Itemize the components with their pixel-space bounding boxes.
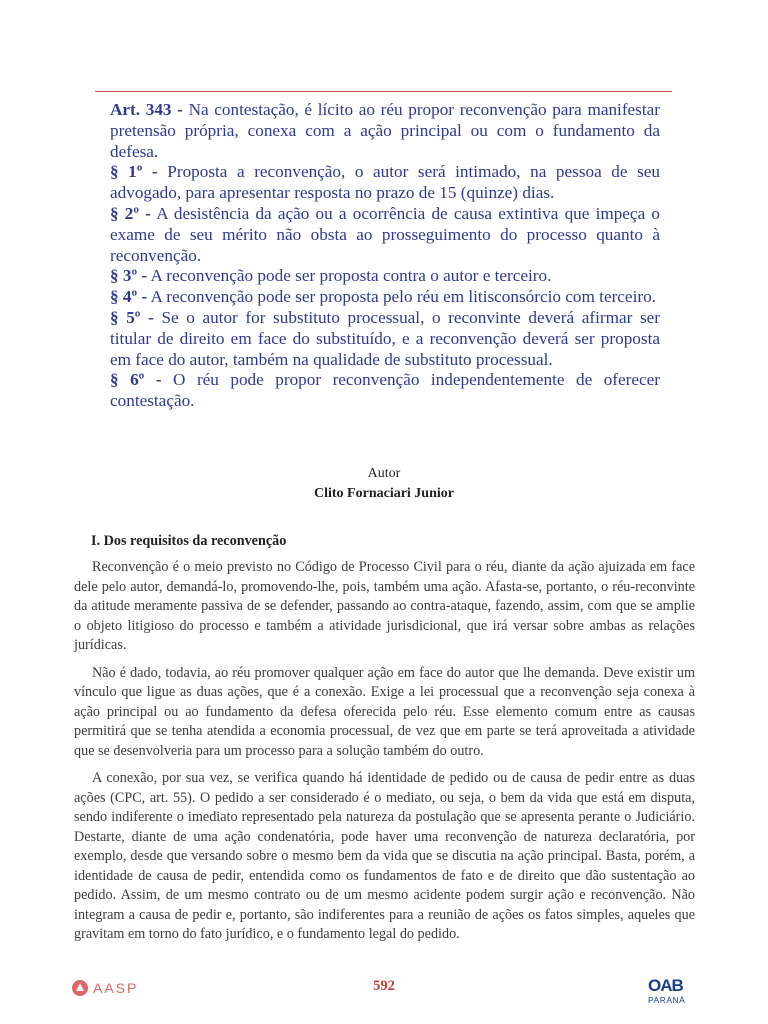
body-text [74,558,695,953]
paragraph-2 [110,204,660,266]
paragraph-5 [110,308,660,370]
aasp-logo-text: AASP [93,980,139,996]
page-footer [0,974,768,1014]
body-paragraph: Reconvenção é o meio previsto no Código de Processo Civil para o réu, diante da ação ajuizada em face dele pelo autor, demandá-lo, promovendo-lhe, pois, também uma ação. Afasta-se, portanto, o réu-reconvinte da atitude meramente passiva de se defender, passando ao contra-ataque, fazendo, assim, com que se amplie o objeto litigioso do processo e também a atividade jurisdicional, que irá versar sobre ambas as relações jurídicas. [74,559,695,653]
section-title: I. Dos requisitos da reconvenção [91,533,287,549]
paragraph-6 [110,370,660,412]
paragraph-text: Se o autor for substituto processual, o reconvinte deverá afirmar ser titular de direito em face do substituído, e a reconvenção deverá ser proposta em face do autor, também na qualidade de substituto processual. [110,307,660,369]
author-label: Autor [367,466,401,481]
oab-logo-text: OAB [648,976,683,995]
law-article-block [110,100,660,412]
paragraph-4 [110,287,660,308]
paragraph-text: Proposta a reconvenção, o autor será intimado, na pessoa de seu advogado, para apresentar resposta no prazo de 15 (quinze) dias. [110,162,660,203]
body-paragraph: A conexão, por sua vez, se verifica quando há identidade de pedido ou de causa de pedir entre as duas ações (CPC, art. 55). O pedido a ser considerado é o mediato, ou seja, o bem da vida que está em disputa, sendo indiferente o imediato representado pela natureza da postulação que se apresenta perante o Judiciário. Destarte, diante de uma ação condenatória, pode haver uma reconvenção de natureza declaratória, por exemplo, desde que versando sobre o mesmo bem da vida que se discutia na ação principal. Basta, porém, a identidade de causa de pedir, entendida como os fundamentos de fato e de direito que dão sustentação ao pedido. Assim, de um mesmo contrato ou de um mesmo acidente podem surgir ação e reconvenção. Não integram a causa de pedir e, portanto, são indiferentes para a reunião de ações os fatos simples, aqueles que gravitam em torno do fato jurídico, e o fundamento legal do pedido. [74,770,695,942]
article-343 [110,100,660,162]
paragraph-text: A reconvenção pode ser proposta pelo réu em litisconsórcio com terceiro. [147,287,656,307]
paragraph-1 [110,162,660,204]
body-paragraph: Não é dado, todavia, ao réu promover qualquer ação em face do autor que lhe demanda. Deve existir um vínculo que ligue as duas ações, que é a conexão. Exige a lei processual que a reconvenção seja conexa à ação principal ou ao fundamento da defesa oferecida pelo réu. Esse elemento comum entre as causas permitirá que se tenha atendida a economia processual, de vez que em parte se terá aproveitada a atividade que se desenvolveria para um processo para a solução também do outro. [74,664,695,759]
paragraph-label: § 4º - [110,287,148,307]
author-block [0,464,768,504]
oab-logo-subtitle: PARANÁ [648,995,686,1005]
paragraph-label: § 5º - [110,307,154,327]
top-divider [95,91,672,92]
paragraph-3 [110,266,660,287]
paragraph-label: § 6º - [110,370,162,390]
paragraph-label: § 2º - [110,203,151,223]
paragraph-text: A desistência da ação ou a ocorrência de causa extintiva que impeça o exame de seu mérito não obsta ao prosseguimento do processo quanto à reconvenção. [110,203,660,265]
paragraph-text: A reconvenção pode ser proposta contra o autor e terceiro. [147,266,552,286]
page-number: 592 [373,978,395,994]
author-name: Clito Fornaciari Junior [314,486,454,501]
paragraph-text: O réu pode propor reconvenção independentemente de oferecer contestação. [110,370,660,411]
paragraph-label: § 1º - [110,162,158,182]
article-text: Na contestação, é lícito ao réu propor reconvenção para manifestar pretensão própria, conexa com a ação principal ou com o fundamento da defesa. [110,100,660,161]
article-label: Art. 343 - [110,100,183,119]
oab-parana-logo [648,977,698,1011]
paragraph-label: § 3º - [110,266,148,286]
